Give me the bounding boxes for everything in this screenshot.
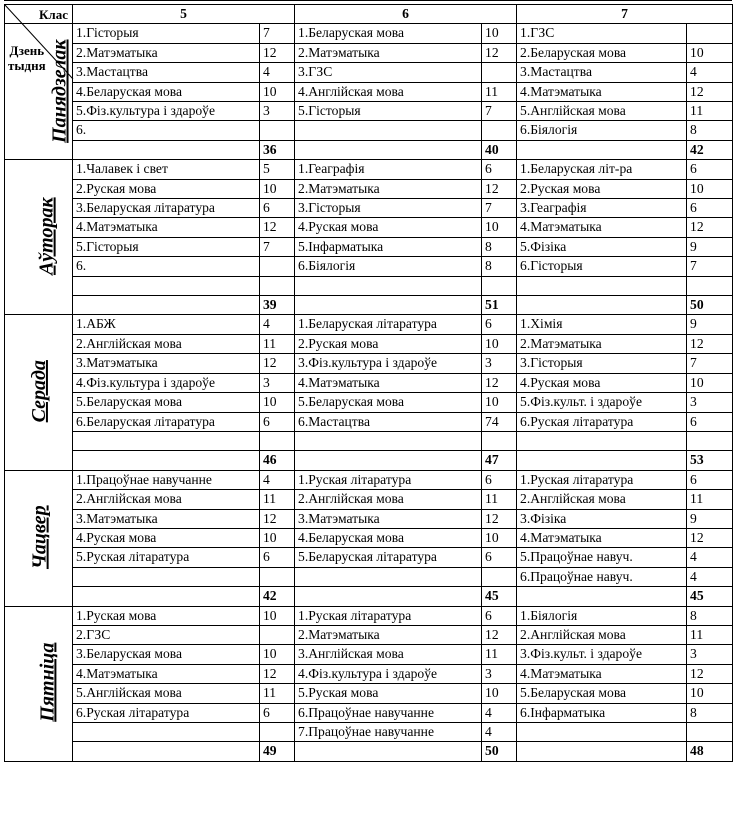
points-cell: 6 (260, 199, 295, 218)
subject-cell: 2.Матэматыка (295, 43, 482, 62)
subject-cell: 6.Гісторыя (517, 257, 687, 276)
points-cell: 6 (687, 199, 733, 218)
points-cell: 10 (482, 393, 517, 412)
table-row (5, 354, 733, 373)
points-cell: 10 (482, 218, 517, 237)
subject-cell: 6. (73, 257, 260, 276)
subject-cell: 2.Матэматыка (295, 625, 482, 644)
points-cell: 11 (260, 334, 295, 353)
table-row (5, 160, 733, 179)
points-cell: 4 (260, 470, 295, 489)
points-cell (482, 431, 517, 450)
subject-cell: 3.Фіз.культ. і здароўе (517, 645, 687, 664)
points-cell: 6 (260, 703, 295, 722)
points-cell: 4 (687, 548, 733, 567)
points-cell: 7 (482, 199, 517, 218)
total-row (5, 451, 733, 470)
total-row (5, 587, 733, 606)
subject-cell: 6.Працоўнае навучанне (295, 703, 482, 722)
subject-cell: 3.Матэматыка (295, 509, 482, 528)
points-cell: 10 (260, 528, 295, 547)
subject-cell: 4.Матэматыка (73, 218, 260, 237)
subject-cell: 6.Руская літаратура (517, 412, 687, 431)
points-cell: 10 (687, 179, 733, 198)
table-row (5, 334, 733, 353)
subject-cell: 2.Англійская мова (73, 490, 260, 509)
subject-cell: 4.Матэматыка (517, 82, 687, 101)
points-cell: 10 (260, 645, 295, 664)
total-cell: 39 (260, 296, 295, 315)
points-cell: 8 (482, 257, 517, 276)
total-row (5, 296, 733, 315)
subject-cell (73, 431, 260, 450)
day-name: Аўторак (35, 197, 58, 276)
subject-cell: 1.Хімія (517, 315, 687, 334)
points-cell (482, 121, 517, 140)
table-row (5, 276, 733, 295)
subject-cell: 7.Працоўнае навучанне (295, 723, 482, 742)
subject-cell: 3.Гісторыя (517, 354, 687, 373)
total-spacer-cell (517, 451, 687, 470)
points-cell: 12 (482, 373, 517, 392)
subject-cell: 4.Матэматыка (517, 664, 687, 683)
subject-cell: 1.Беларуская мова (295, 24, 482, 43)
subject-cell: 1.Беларуская літаратура (295, 315, 482, 334)
points-cell: 6 (482, 606, 517, 625)
points-cell: 8 (687, 121, 733, 140)
points-cell (260, 625, 295, 644)
subject-cell: 3.Геаграфія (517, 199, 687, 218)
total-cell: 45 (482, 587, 517, 606)
points-cell: 9 (687, 509, 733, 528)
subject-cell (73, 276, 260, 295)
points-cell: 8 (687, 703, 733, 722)
points-cell: 12 (482, 625, 517, 644)
points-cell: 6 (482, 548, 517, 567)
subject-cell: 6.Працоўнае навуч. (517, 567, 687, 586)
table-row (5, 567, 733, 586)
subject-cell: 4.Беларуская мова (73, 82, 260, 101)
points-cell (260, 276, 295, 295)
table-row (5, 431, 733, 450)
table-row (5, 528, 733, 547)
points-cell: 7 (687, 354, 733, 373)
class-corner-label: Клас (39, 7, 68, 22)
subject-cell: 4.Матэматыка (517, 528, 687, 547)
table-row (5, 315, 733, 334)
table-row (5, 102, 733, 121)
table-row (5, 645, 733, 664)
points-cell (260, 567, 295, 586)
table-row (5, 412, 733, 431)
points-cell: 10 (482, 24, 517, 43)
subject-cell: 2.Беларуская мова (517, 43, 687, 62)
subject-cell: 5.Беларуская літаратура (295, 548, 482, 567)
points-cell: 7 (687, 257, 733, 276)
subject-cell: 5.Руская літаратура (73, 548, 260, 567)
subject-cell: 3.Гісторыя (295, 199, 482, 218)
subject-cell: 6.Біялогія (295, 257, 482, 276)
table-row (5, 63, 733, 82)
points-cell (260, 431, 295, 450)
table-row (5, 373, 733, 392)
total-cell: 50 (482, 742, 517, 761)
points-cell (260, 257, 295, 276)
points-cell: 6 (482, 470, 517, 489)
points-cell: 74 (482, 412, 517, 431)
subject-cell: 3.Фізіка (517, 509, 687, 528)
class-header-7: 7 (517, 5, 733, 24)
points-cell: 11 (687, 625, 733, 644)
subject-cell: 6.Інфарматыка (517, 703, 687, 722)
subject-cell: 2.Руская мова (517, 179, 687, 198)
points-cell (687, 431, 733, 450)
points-cell: 3 (482, 354, 517, 373)
table-row (5, 664, 733, 683)
header-row (5, 5, 733, 24)
subject-cell: 5.Гісторыя (73, 237, 260, 256)
total-spacer-cell (73, 296, 260, 315)
subject-cell: 2.Матэматыка (295, 179, 482, 198)
total-spacer-cell (73, 140, 260, 159)
total-row (5, 742, 733, 761)
points-cell: 6 (260, 548, 295, 567)
table-row (5, 393, 733, 412)
points-cell: 6 (260, 412, 295, 431)
points-cell: 4 (260, 63, 295, 82)
points-cell: 12 (482, 509, 517, 528)
table-row (5, 606, 733, 625)
points-cell: 10 (687, 684, 733, 703)
points-cell: 8 (482, 237, 517, 256)
subject-cell (517, 723, 687, 742)
total-cell: 36 (260, 140, 295, 159)
points-cell: 6 (687, 160, 733, 179)
table-row (5, 179, 733, 198)
subject-cell: 5.Фізіка (517, 237, 687, 256)
subject-cell: 1.Руская літаратура (517, 470, 687, 489)
total-cell: 45 (687, 587, 733, 606)
subject-cell (295, 121, 482, 140)
subject-cell: 6. (73, 121, 260, 140)
points-cell: 10 (687, 373, 733, 392)
subject-cell: 3.ГЗС (295, 63, 482, 82)
points-cell: 4 (260, 315, 295, 334)
subject-cell: 1.АБЖ (73, 315, 260, 334)
points-cell (482, 276, 517, 295)
subject-cell: 6.Руская літаратура (73, 703, 260, 722)
subject-cell: 4.Фіз.культура і здароўе (73, 373, 260, 392)
points-cell: 3 (687, 393, 733, 412)
subject-cell (295, 276, 482, 295)
day-name: Панядзелак (48, 39, 71, 143)
subject-cell: 4.Беларуская мова (295, 528, 482, 547)
day-corner-label: Дзень тыдня (8, 43, 46, 73)
points-cell: 4 (687, 63, 733, 82)
total-spacer-cell (73, 451, 260, 470)
subject-cell: 2.Матэматыка (73, 43, 260, 62)
points-cell: 12 (687, 528, 733, 547)
subject-cell: 3.Мастацтва (73, 63, 260, 82)
subject-cell: 5.Руская мова (295, 684, 482, 703)
total-spacer-cell (295, 742, 482, 761)
points-cell: 10 (482, 528, 517, 547)
total-spacer-cell (295, 451, 482, 470)
table-row (5, 82, 733, 101)
points-cell (687, 276, 733, 295)
points-cell: 10 (260, 393, 295, 412)
subject-cell: 3.Матэматыка (73, 354, 260, 373)
subject-cell: 2.Руская мова (73, 179, 260, 198)
points-cell: 11 (687, 102, 733, 121)
table-row (5, 470, 733, 489)
points-cell: 3 (687, 645, 733, 664)
subject-cell: 2.Англійская мова (517, 490, 687, 509)
points-cell: 12 (687, 82, 733, 101)
subject-cell (517, 276, 687, 295)
table-row (5, 24, 733, 43)
points-cell: 11 (260, 684, 295, 703)
points-cell: 12 (687, 334, 733, 353)
table-row (5, 43, 733, 62)
subject-cell: 2.Англійская мова (517, 625, 687, 644)
total-spacer-cell (295, 296, 482, 315)
points-cell: 10 (482, 684, 517, 703)
points-cell: 12 (482, 179, 517, 198)
schedule-table (4, 4, 733, 762)
table-row (5, 199, 733, 218)
subject-cell: 1.Руская літаратура (295, 606, 482, 625)
subject-cell: 5.Беларуская мова (73, 393, 260, 412)
subject-cell: 1.Беларуская літ-ра (517, 160, 687, 179)
points-cell: 11 (482, 645, 517, 664)
subject-cell: 1.Руская літаратура (295, 470, 482, 489)
subject-cell: 3.Беларуская мова (73, 645, 260, 664)
points-cell: 4 (482, 703, 517, 722)
subject-cell: 3.Фіз.культура і здароўе (295, 354, 482, 373)
points-cell: 6 (687, 470, 733, 489)
subject-cell: 1.Чалавек і свет (73, 160, 260, 179)
day-name: Чацвер (28, 505, 51, 569)
total-spacer-cell (73, 742, 260, 761)
subject-cell: 4.Фіз.культура і здароўе (295, 664, 482, 683)
subject-cell: 3.Мастацтва (517, 63, 687, 82)
points-cell: 10 (260, 179, 295, 198)
table-row (5, 121, 733, 140)
day-cell (5, 160, 73, 315)
table-row (5, 509, 733, 528)
points-cell: 7 (260, 24, 295, 43)
total-cell: 49 (260, 742, 295, 761)
points-cell: 9 (687, 237, 733, 256)
points-cell: 6 (482, 160, 517, 179)
points-cell: 10 (260, 606, 295, 625)
points-cell: 12 (687, 218, 733, 237)
total-spacer-cell (517, 296, 687, 315)
subject-cell: 5.Фіз.культура і здароўе (73, 102, 260, 121)
points-cell: 6 (687, 412, 733, 431)
class-header-6: 6 (295, 5, 517, 24)
subject-cell: 6.Беларуская літаратура (73, 412, 260, 431)
points-cell: 12 (260, 354, 295, 373)
subject-cell: 2.Англійская мова (295, 490, 482, 509)
total-spacer-cell (517, 587, 687, 606)
total-cell: 53 (687, 451, 733, 470)
subject-cell: 4.Матэматыка (73, 664, 260, 683)
header-corner-cell (5, 5, 73, 73)
subject-cell (73, 567, 260, 586)
points-cell (482, 63, 517, 82)
subject-cell: 5.Англійская мова (73, 684, 260, 703)
subject-cell: 4.Матэматыка (295, 373, 482, 392)
total-cell: 48 (687, 742, 733, 761)
total-spacer-cell (295, 140, 482, 159)
table-row (5, 218, 733, 237)
points-cell: 11 (260, 490, 295, 509)
total-spacer-cell (73, 587, 260, 606)
total-cell: 51 (482, 296, 517, 315)
points-cell: 4 (687, 567, 733, 586)
total-cell: 42 (687, 140, 733, 159)
points-cell: 10 (482, 334, 517, 353)
table-row (5, 257, 733, 276)
points-cell: 12 (260, 509, 295, 528)
subject-cell: 2.Англійская мова (73, 334, 260, 353)
subject-cell: 2.Руская мова (295, 334, 482, 353)
subject-cell: 2.Матэматыка (517, 334, 687, 353)
subject-cell: 3.Беларуская літаратура (73, 199, 260, 218)
subject-cell: 5.Працоўнае навуч. (517, 548, 687, 567)
subject-cell: 5.Гісторыя (295, 102, 482, 121)
subject-cell: 3.Матэматыка (73, 509, 260, 528)
points-cell: 4 (482, 723, 517, 742)
points-cell (687, 24, 733, 43)
subject-cell: 5.Англійская мова (517, 102, 687, 121)
points-cell: 12 (260, 218, 295, 237)
subject-cell (295, 431, 482, 450)
subject-cell: 4.Руская мова (295, 218, 482, 237)
day-name: Пятніца (36, 643, 59, 723)
subject-cell (73, 723, 260, 742)
table-row (5, 548, 733, 567)
subject-cell: 2.ГЗС (73, 625, 260, 644)
subject-cell: 5.Беларуская мова (517, 684, 687, 703)
points-cell: 12 (260, 43, 295, 62)
day-cell (5, 315, 73, 470)
table-row (5, 723, 733, 742)
points-cell: 7 (260, 237, 295, 256)
total-cell: 40 (482, 140, 517, 159)
points-cell (260, 121, 295, 140)
subject-cell: 4.Руская мова (73, 528, 260, 547)
points-cell: 11 (687, 490, 733, 509)
total-cell: 42 (260, 587, 295, 606)
table-row (5, 490, 733, 509)
table-row (5, 684, 733, 703)
day-name: Серада (27, 360, 50, 423)
subject-cell: 4.Матэматыка (517, 218, 687, 237)
total-spacer-cell (517, 140, 687, 159)
points-cell (687, 723, 733, 742)
points-cell: 11 (482, 82, 517, 101)
subject-cell: 6.Біялогія (517, 121, 687, 140)
subject-cell: 1.Працоўнае навучанне (73, 470, 260, 489)
points-cell (260, 723, 295, 742)
subject-cell (517, 431, 687, 450)
total-cell: 46 (260, 451, 295, 470)
subject-cell: 3.Англійская мова (295, 645, 482, 664)
points-cell: 3 (260, 102, 295, 121)
table-row (5, 237, 733, 256)
subject-cell: 4.Руская мова (517, 373, 687, 392)
day-cell (5, 470, 73, 606)
points-cell: 9 (687, 315, 733, 334)
subject-cell: 5.Фіз.культ. і здароўе (517, 393, 687, 412)
points-cell: 3 (260, 373, 295, 392)
class-header-5: 5 (73, 5, 295, 24)
subject-cell: 5.Беларуская мова (295, 393, 482, 412)
subject-cell (295, 567, 482, 586)
points-cell: 12 (482, 43, 517, 62)
table-row (5, 703, 733, 722)
total-spacer-cell (295, 587, 482, 606)
subject-cell: 6.Мастацтва (295, 412, 482, 431)
points-cell: 6 (482, 315, 517, 334)
total-cell: 47 (482, 451, 517, 470)
points-cell: 5 (260, 160, 295, 179)
points-cell: 11 (482, 490, 517, 509)
points-cell: 10 (260, 82, 295, 101)
points-cell (482, 567, 517, 586)
points-cell: 10 (687, 43, 733, 62)
points-cell: 3 (482, 664, 517, 683)
points-cell: 12 (260, 664, 295, 683)
points-cell: 8 (687, 606, 733, 625)
total-row (5, 140, 733, 159)
points-cell: 7 (482, 102, 517, 121)
subject-cell: 1.Біялогія (517, 606, 687, 625)
subject-cell: 1.Геаграфія (295, 160, 482, 179)
points-cell: 12 (687, 664, 733, 683)
total-spacer-cell (517, 742, 687, 761)
total-cell: 50 (687, 296, 733, 315)
subject-cell: 1.Гісторыя (73, 24, 260, 43)
table-row (5, 625, 733, 644)
subject-cell: 5.Інфарматыка (295, 237, 482, 256)
day-cell (5, 606, 73, 761)
subject-cell: 1.ГЗС (517, 24, 687, 43)
subject-cell: 1.Руская мова (73, 606, 260, 625)
subject-cell: 4.Англійская мова (295, 82, 482, 101)
